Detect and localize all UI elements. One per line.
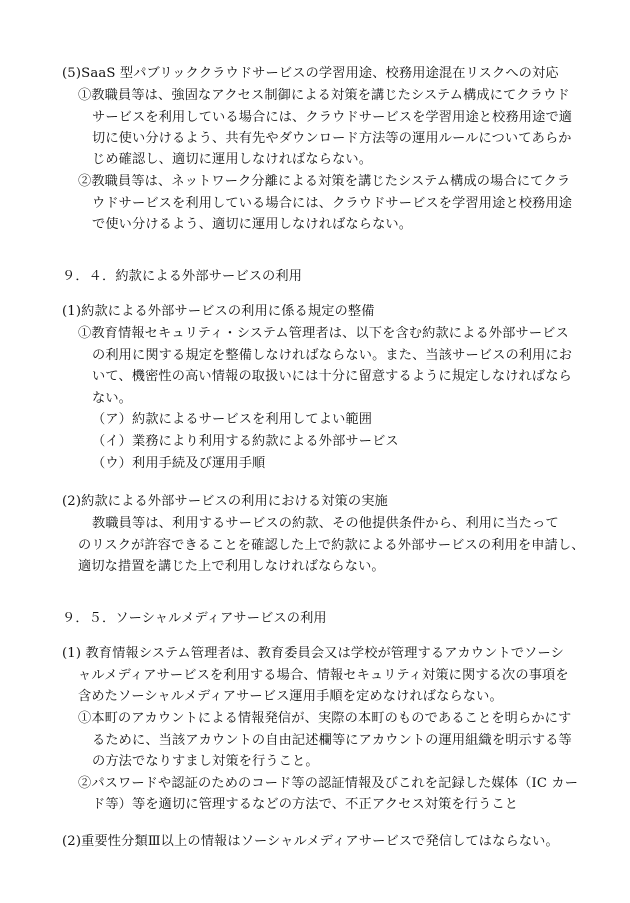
sec5-item2-line: ウドサービスを利用している場合には、クラウドサービスを学習用途と校務用途: [92, 196, 573, 211]
s94-p1-sub-item: （イ）業務により利用する約款による外部サービス: [92, 434, 399, 449]
s95-p1-line: ャルメディアサービスを利用する場合、情報セキュリティ対策に関する次の事項を: [78, 668, 569, 683]
s95-p2-line: (2)重要性分類Ⅲ以上の情報はソーシャルメディアサービスで発信してはならない。: [62, 834, 559, 849]
s95-p1-line: 含めたソーシャルメディアサービス運用手順を定めなければならない。: [78, 689, 503, 704]
s94-p1-heading: (1)約款による外部サービスの利用に係る規定の整備: [62, 304, 375, 319]
sec5-item1-line: 切に使い分けるよう、共有先やダウンロード方法等の運用ルールについてあらか: [92, 131, 572, 146]
s94-p1-item1-line: いて、機密性の高い情報の取扱いには十分に留意するように規定しなければなら: [92, 369, 572, 384]
s95-p1-item2-line: ド等）等を適切に管理するなどの方法で、不正アクセス対策を行うこと: [92, 797, 519, 812]
sec5-item1-line: サービスを利用している場合には、クラウドサービスを学習用途と校務用途で適: [92, 110, 573, 125]
s94-p1-item1-line: ①教育情報セキュリティ・システム管理者は、以下を含む約款による外部サービス: [78, 326, 569, 341]
s94-p2-body-line: 教職員等は、利用するサービスの約款、その他提供条件から、利用に当たって: [92, 516, 559, 531]
sec5-item2-line: で使い分けるよう、適切に運用しなければならない。: [92, 217, 413, 232]
s95-p1-line: (1) 教育情報システム管理者は、教育委員会又は学校が管理するアカウントでソーシ: [62, 646, 564, 661]
s94-p2-heading: (2)約款による外部サービスの利用における対策の実施: [62, 494, 388, 509]
s95-p1-item1-line: の方法でなりすまし対策を行うこと。: [92, 754, 319, 769]
section-5-heading: (5)SaaS 型パブリッククラウドサービスの学習用途、校務用途混在リスクへの対応: [62, 66, 559, 81]
sec5-item2-line: ②教職員等は、ネットワーク分離による対策を講じたシステム構成の場合にてクラ: [78, 174, 571, 189]
s94-p1-item1-line: の利用に関する規定を整備しなければならない。また、当該サービスの利用にお: [92, 348, 573, 363]
s94-p1-sub-item: （ア）約款によるサービスを利用してよい範囲: [92, 412, 373, 427]
s95-p1-item2-line: ②パスワードや認証のためのコード等の認証情報及びこれを記録した媒体（IC カー: [78, 776, 579, 791]
sec5-item1-line: じめ確認し、適切に運用しなければならない。: [92, 152, 373, 167]
s94-p1-item1-line: ない。: [92, 391, 133, 406]
sec5-item1-line: ①教職員等は、強固なアクセス制御による対策を講じたシステム構成にてクラウド: [78, 88, 570, 103]
section-9-5-title: ９．５．ソーシャルメディアサービスの利用: [62, 611, 327, 626]
section-9-4-title: ９．４．約款による外部サービスの利用: [62, 269, 303, 284]
s94-p1-sub-item: （ウ）利用手続及び運用手順: [92, 456, 266, 471]
s95-p1-item1-line: るために、当該アカウントの自由記述欄等にアカウントの運用組織を明示する等: [92, 733, 572, 748]
s94-p2-body-line: 適切な措置を講じた上で利用しなければならない。: [78, 559, 385, 574]
s95-p1-item1-line: ①本町のアカウントによる情報発信が、実際の本町のものであることを明らかにす: [78, 711, 572, 726]
s94-p2-body-line: のリスクが許容できることを確認した上で約款による外部サービスの利用を申請し、: [78, 538, 585, 553]
